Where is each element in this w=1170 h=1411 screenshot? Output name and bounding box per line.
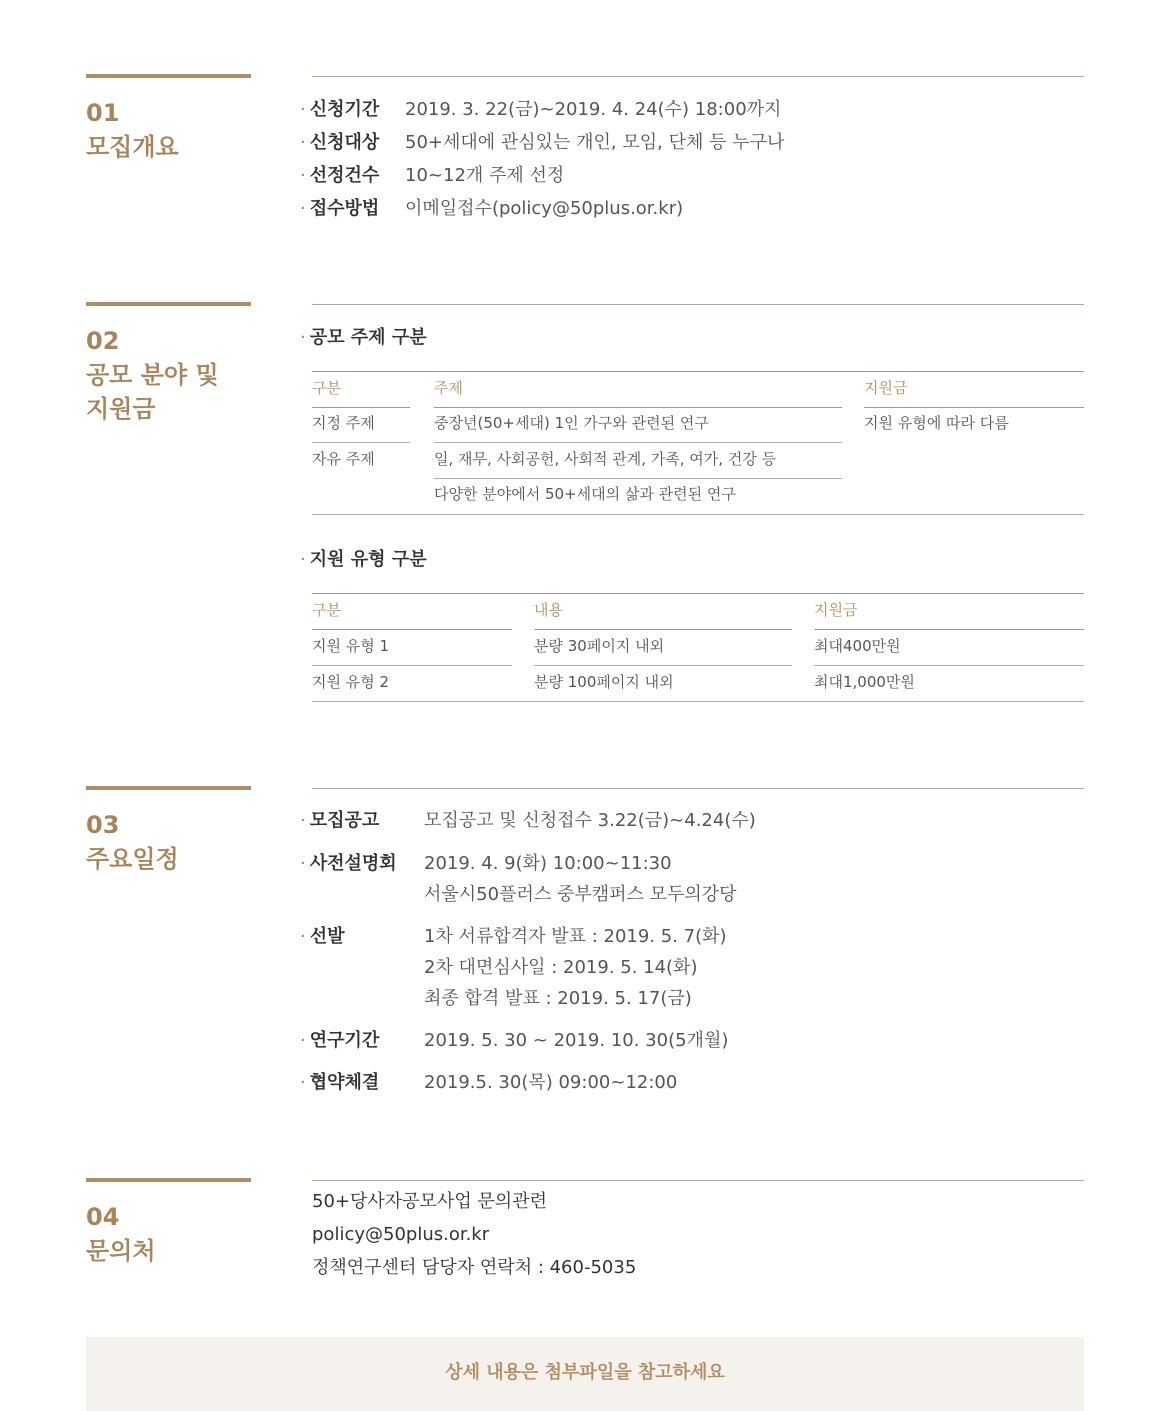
attachment-notice-box: [86, 1337, 1084, 1411]
header-border: [312, 407, 410, 408]
schedule-row-agreement: · 협약체결 2019.5. 30(목) 09:00~12:00: [300, 1067, 379, 1098]
schedule-label: 사전설명회: [309, 853, 397, 874]
schedule-row-briefing: · 사전설명회 2019. 4. 9(화) 10:00~11:30 서울시50플러스 중부캠퍼스 모두의강당: [300, 848, 397, 879]
schedule-value: 모집공고 및 신청접수 3.22(금)~4.24(수): [424, 810, 756, 831]
table-bottom-border: [312, 514, 1084, 515]
section-content: [300, 304, 1084, 691]
section-header: [86, 786, 251, 876]
header-border: [312, 629, 512, 630]
section-title: 공모 분야 및 지원금: [86, 361, 219, 423]
row-border: [312, 665, 512, 666]
row-border: [534, 665, 792, 666]
column-header: 내용: [534, 601, 563, 619]
schedule-row-research-period: · 연구기간 2019. 5. 30 ~ 2019. 10. 30(5개월): [300, 1025, 379, 1056]
info-row-target: · 신청대상 50+세대에 관심있는 개인, 모임, 단체 등 누구나: [300, 132, 785, 153]
section-key-schedule: [0, 786, 1170, 1106]
column-header: 지원금: [864, 379, 908, 397]
info-value: 10~12개 주제 선정: [405, 165, 565, 186]
row-border: [434, 442, 842, 443]
section-title: 모집개요: [86, 133, 179, 161]
section-number: 04: [86, 1203, 120, 1231]
table-cell: 최대400만원: [814, 637, 901, 655]
section-title: 주요일정: [86, 845, 179, 873]
topic-table: [312, 371, 1084, 517]
table-cell: 지원 유형 1: [312, 637, 390, 655]
table-cell: 지원 유형 2: [312, 673, 390, 691]
header-border: [534, 629, 792, 630]
attachment-notice-text: 상세 내용은 첨부파일을 참고하세요: [445, 1362, 725, 1383]
section-content: [300, 76, 1084, 219]
table-bottom-border: [312, 701, 1084, 702]
info-label: 선정건수: [309, 165, 380, 186]
section-header: [86, 302, 251, 426]
section-number: 01: [86, 99, 120, 127]
row-border: [434, 478, 842, 479]
info-label: 신청기간: [309, 99, 380, 120]
section-title: 문의처: [86, 1237, 156, 1265]
header-border: [434, 407, 842, 408]
column-header: 지원금: [814, 601, 858, 619]
info-value: 2019. 3. 22(금)~2019. 4. 24(수) 18:00까지: [405, 99, 782, 120]
contact-phone: 정책연구센터 담당자 연락처 : 460-5035: [312, 1257, 637, 1278]
row-border: [312, 442, 410, 443]
schedule-label: 모집공고: [309, 810, 380, 831]
info-label: 접수방법: [309, 198, 380, 219]
info-row-count: · 선정건수 10~12개 주제 선정: [300, 165, 565, 186]
section-number: 02: [86, 327, 120, 355]
section-header: [86, 74, 251, 164]
table-cell: 자유 주제: [312, 450, 375, 468]
table-top-border: [312, 371, 1084, 372]
section-recruitment-overview: [0, 74, 1170, 234]
table-top-border: [312, 593, 1084, 594]
section-content: [312, 1180, 1084, 1278]
section-number: 03: [86, 811, 120, 839]
header-border: [814, 629, 1084, 630]
info-label: 신청대상: [309, 132, 380, 153]
schedule-value: 2019.5. 30(목) 09:00~12:00: [424, 1072, 678, 1093]
column-header: 구분: [312, 379, 341, 397]
table-cell: 지정 주제: [312, 414, 375, 432]
column-header: 주제: [434, 379, 463, 397]
schedule-label: 연구기간: [309, 1030, 380, 1051]
section-contact: [0, 1178, 1170, 1298]
info-row-method: · 접수방법 이메일접수(policy@50plus.or.kr): [300, 198, 684, 219]
support-type-table-heading: · 지원 유형 구분: [300, 549, 427, 570]
schedule-value: 2019. 5. 30 ~ 2019. 10. 30(5개월): [424, 1030, 729, 1051]
schedule-label: 협약체결: [309, 1072, 380, 1093]
schedule-row-selection: · 선발 1차 서류합격자 발표 : 2019. 5. 7(화) 2차 대면심사일 : 2019. 5. 14(화) 최종 합격 발표 : 2019. 5. 17(금): [300, 921, 345, 952]
info-row-period: · 신청기간 2019. 3. 22(금)~2019. 4. 24(수) 18:00까지: [300, 99, 782, 120]
header-border: [864, 407, 1084, 408]
table-cell: 분량 30페이지 내외: [534, 637, 665, 655]
section-header: [86, 1178, 251, 1268]
section-content: [300, 788, 1084, 1093]
info-value: 50+세대에 관심있는 개인, 모임, 단체 등 누구나: [405, 132, 785, 153]
contact-email[interactable]: policy@50plus.or.kr: [312, 1224, 490, 1245]
topic-table-heading: · 공모 주제 구분: [300, 327, 427, 348]
table-cell: 지원 유형에 따라 다름: [864, 414, 1009, 432]
table-cell: 일, 재무, 사회공헌, 사회적 관계, 가족, 여가, 건강 등: [434, 450, 777, 468]
contact-subject: 50+당사자공모사업 문의관련: [312, 1191, 547, 1212]
table-cell: 중장년(50+세대) 1인 가구와 관련된 연구: [434, 414, 709, 432]
column-header: 구분: [312, 601, 341, 619]
table-cell: 분량 100페이지 내외: [534, 673, 674, 691]
schedule-row-announcement: · 모집공고 모집공고 및 신청접수 3.22(금)~4.24(수): [300, 805, 379, 836]
schedule-value: 2019. 4. 9(화) 10:00~11:30 서울시50플러스 중부캠퍼스 모두의강당: [424, 853, 737, 905]
table-cell: 다양한 분야에서 50+세대의 삶과 관련된 연구: [434, 485, 736, 503]
section-fields-and-funding: [0, 302, 1170, 712]
schedule-label: 선발: [309, 926, 345, 947]
support-type-table: [312, 593, 1084, 705]
schedule-value: 1차 서류합격자 발표 : 2019. 5. 7(화) 2차 대면심사일 : 2019. 5. 14(화) 최종 합격 발표 : 2019. 5. 17(금): [424, 926, 727, 1009]
row-border: [814, 665, 1084, 666]
table-cell: 최대1,000만원: [814, 673, 915, 691]
info-value: 이메일접수(policy@50plus.or.kr): [405, 198, 684, 219]
